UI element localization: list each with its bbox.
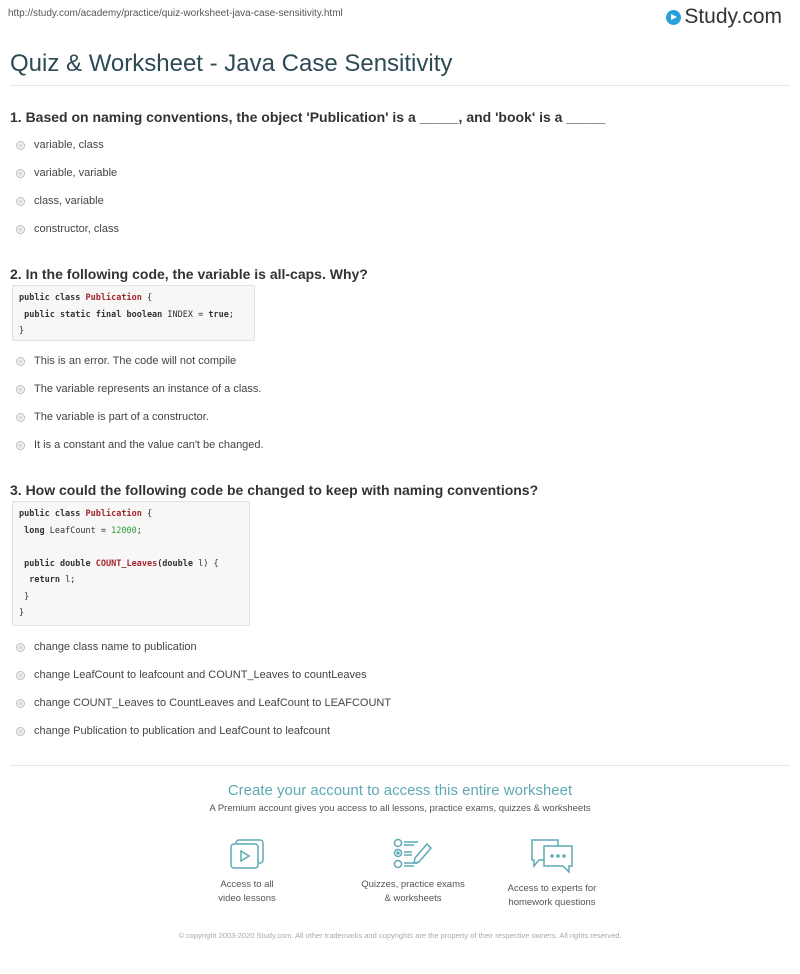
radio-icon[interactable] bbox=[16, 169, 25, 178]
option[interactable] bbox=[16, 439, 264, 451]
quiz-checklist-icon bbox=[393, 838, 433, 870]
feature-line: Quizzes, practice exams bbox=[361, 879, 465, 890]
option-label: variable, class bbox=[34, 139, 104, 151]
study-logo[interactable] bbox=[666, 5, 782, 29]
option[interactable] bbox=[16, 697, 391, 709]
option[interactable] bbox=[16, 139, 104, 151]
radio-icon[interactable] bbox=[16, 699, 25, 708]
cta-subtitle: A Premium account gives you access to all lessons, practice exams, quizzes & worksheets bbox=[209, 803, 591, 814]
option[interactable] bbox=[16, 383, 261, 395]
option[interactable] bbox=[16, 167, 117, 179]
page-title: Quiz & Worksheet - Java Case Sensitivity bbox=[10, 50, 453, 77]
logo-text: Study.com bbox=[684, 5, 782, 28]
feature-quizzes bbox=[333, 838, 493, 906]
copyright: © copyright 2003-2020 Study.com. All other trademarks and copyrights are the property of their respective owners. All rights reserved. bbox=[178, 931, 622, 940]
radio-icon[interactable] bbox=[16, 385, 25, 394]
radio-icon[interactable] bbox=[16, 413, 25, 422]
option[interactable] bbox=[16, 355, 236, 367]
divider bbox=[10, 85, 790, 86]
radio-icon[interactable] bbox=[16, 727, 25, 736]
divider bbox=[10, 765, 790, 766]
option-label: The variable represents an instance of a class. bbox=[34, 383, 262, 395]
option[interactable] bbox=[16, 725, 330, 737]
code-block: public class Publication { long LeafCount = 12000; public double COUNT_Leaves(double l) { return l; } } bbox=[12, 501, 250, 626]
page-url: http://study.com/academy/practice/quiz-worksheet-java-case-sensitivity.html bbox=[8, 8, 343, 19]
option-label: constructor, class bbox=[34, 223, 119, 235]
feature-line: Access to experts for bbox=[507, 883, 597, 894]
code-block: public class Publication { public static final boolean INDEX = true; } bbox=[12, 285, 255, 341]
question-3: 3. How could the following code be changed to keep with naming conventions? bbox=[10, 482, 539, 498]
radio-icon[interactable] bbox=[16, 197, 25, 206]
option[interactable] bbox=[16, 223, 119, 235]
feature-experts bbox=[472, 838, 632, 910]
radio-icon[interactable] bbox=[16, 441, 25, 450]
feature-line: homework questions bbox=[508, 897, 596, 908]
radio-icon[interactable] bbox=[16, 141, 25, 150]
radio-icon[interactable] bbox=[16, 671, 25, 680]
feature-line: video lessons bbox=[218, 893, 276, 904]
chat-bubbles-icon bbox=[529, 838, 575, 874]
question-1: 1. Based on naming conventions, the object 'Publication' is a _____, and 'book' is a _____ bbox=[10, 109, 606, 125]
option[interactable] bbox=[16, 195, 104, 207]
option-label: class, variable bbox=[34, 195, 104, 207]
option-label: change Publication to publication and LeafCount to leafcount bbox=[34, 725, 330, 737]
radio-icon[interactable] bbox=[16, 225, 25, 234]
play-icon bbox=[666, 10, 681, 25]
feature-line: Access to all bbox=[220, 879, 274, 890]
question-2: 2. In the following code, the variable is all-caps. Why? bbox=[10, 266, 368, 282]
option-label: change COUNT_Leaves to CountLeaves and LeafCount to LEAFCOUNT bbox=[34, 697, 392, 709]
option[interactable] bbox=[16, 669, 367, 681]
option-label: variable, variable bbox=[34, 167, 118, 179]
video-lessons-icon bbox=[229, 838, 265, 870]
radio-icon[interactable] bbox=[16, 643, 25, 652]
option-label: change LeafCount to leafcount and COUNT_Leaves to countLeaves bbox=[34, 669, 367, 681]
option[interactable] bbox=[16, 411, 209, 423]
option-label: change class name to publication bbox=[34, 641, 197, 653]
option-label: It is a constant and the value can't be changed. bbox=[34, 439, 264, 451]
radio-icon[interactable] bbox=[16, 357, 25, 366]
option-label: The variable is part of a constructor. bbox=[34, 411, 209, 423]
feature-video-lessons bbox=[167, 838, 327, 906]
option-label: This is an error. The code will not compile bbox=[34, 355, 237, 367]
feature-line: & worksheets bbox=[384, 893, 442, 904]
option[interactable] bbox=[16, 641, 197, 653]
cta-title[interactable]: Create your account to access this entire worksheet bbox=[227, 782, 573, 799]
